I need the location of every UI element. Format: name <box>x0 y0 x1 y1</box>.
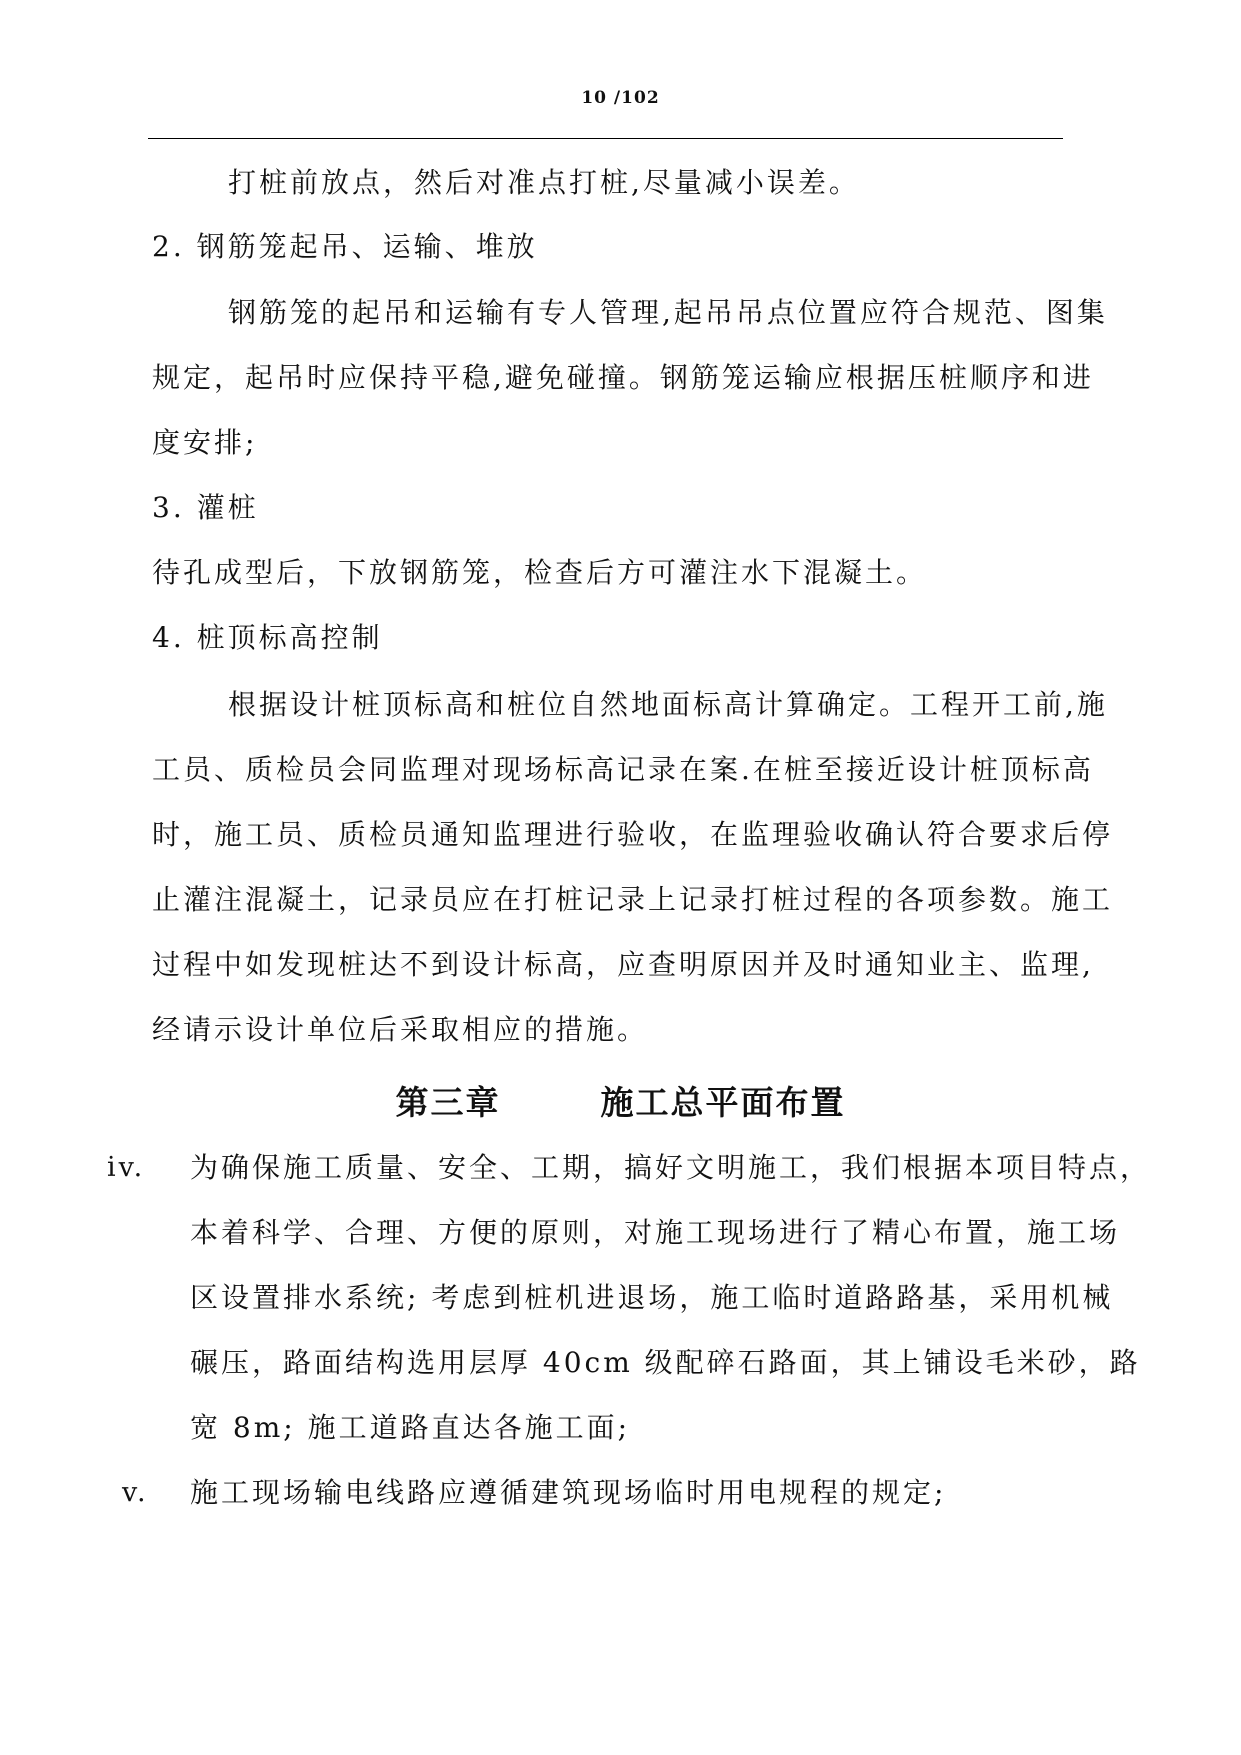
header-rule <box>148 138 1063 139</box>
chapter-title: 施工总平面布置 <box>600 1083 846 1122</box>
list-item-line: 区设置排水系统; 考虑到桩机进退场，施工临时道路路基，采用机械 <box>190 1281 1114 1314</box>
list-item-line: 碾压，路面结构选用层厚 40cm 级配碎石路面，其上铺设毛米砂，路 <box>190 1346 1141 1379</box>
page-number: 10 <box>581 88 608 108</box>
list-item-line: 为确保施工质量、安全、工期，搞好文明施工，我们根据本项目特点， <box>190 1151 1152 1184</box>
chapter-heading <box>0 1077 1241 1124</box>
body-line: 时，施工员、质检员通知监理进行验收，在监理验收确认符合要求后停 <box>152 818 1114 851</box>
body-line: 钢筋笼的起吊和运输有专人管理,起吊吊点位置应符合规范、图集 <box>228 296 1108 329</box>
list-marker: v. <box>122 1477 149 1508</box>
body-line: 根据设计桩顶标高和桩位自然地面标高计算确定。工程开工前,施 <box>228 688 1108 721</box>
list-item-line: 本着科学、合理、方便的原则，对施工现场进行了精心布置，施工场 <box>190 1216 1121 1249</box>
body-line: 打桩前放点，然后对准点打桩,尽量减小误差。 <box>228 166 860 199</box>
section-heading: 2. 钢筋笼起吊、运输、堆放 <box>152 230 538 263</box>
page-separator: / <box>607 88 622 108</box>
section-heading: 4. 桩顶标高控制 <box>152 621 383 654</box>
body-line: 待孔成型后，下放钢筋笼，检查后方可灌注水下混凝土。 <box>152 556 928 589</box>
body-line: 经请示设计单位后采取相应的措施。 <box>152 1013 649 1046</box>
body-line: 规定，起吊时应保持平稳,避免碰撞。钢筋笼运输应根据压桩顺序和进 <box>152 361 1094 394</box>
body-line: 工员、质检员会同监理对现场标高记录在案.在桩至接近设计桩顶标高 <box>152 753 1094 786</box>
page-header <box>0 88 1241 108</box>
chapter-number: 第三章 <box>395 1083 501 1122</box>
section-heading: 3. 灌桩 <box>152 491 259 524</box>
page-total: 102 <box>621 88 660 108</box>
body-line: 过程中如发现桩达不到设计标高，应查明原因并及时通知业主、监理, <box>152 948 1094 981</box>
body-line: 度安排; <box>152 426 258 459</box>
body-line: 止灌注混凝土，记录员应在打桩记录上记录打桩过程的各项参数。施工 <box>152 883 1114 916</box>
list-marker: iv. <box>107 1152 146 1183</box>
list-item-line: 宽 8m; 施工道路直达各施工面; <box>190 1411 631 1444</box>
list-item-line: 施工现场输电线路应遵循建筑现场临时用电规程的规定; <box>190 1476 947 1509</box>
